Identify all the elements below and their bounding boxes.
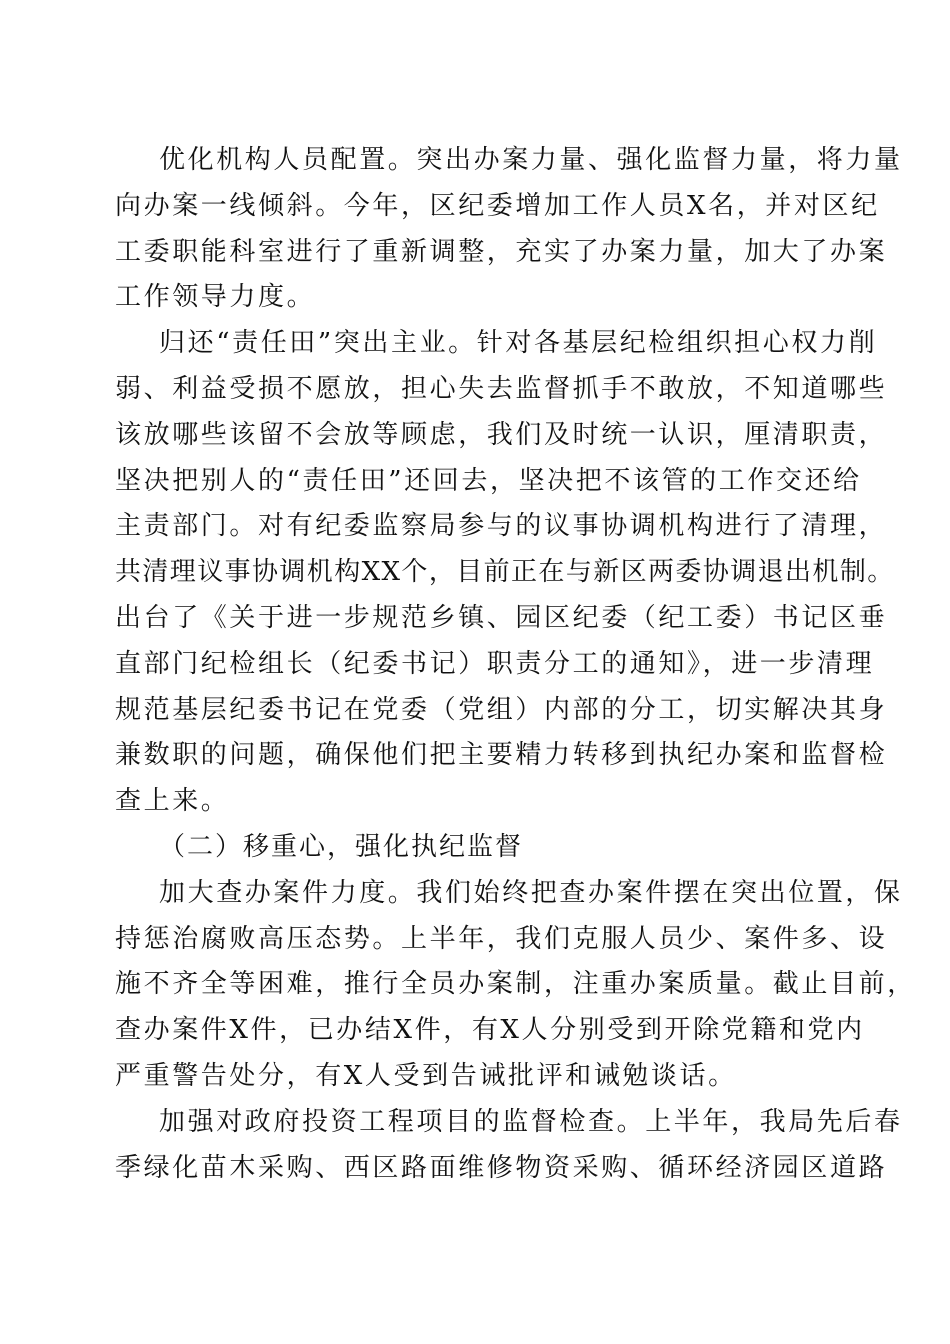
- paragraph-line: 加大查办案件力度。我们始终把查办案件摆在突出位置，保: [159, 877, 903, 908]
- paragraph-line: 严重警告处分，有X人受到告诫批评和诫勉谈话。: [115, 1060, 737, 1091]
- paragraph-line: 兼数职的问题，确保他们把主要精力转移到执纪办案和监督检: [115, 740, 888, 771]
- section-heading: （二）移重心，强化执纪监督: [159, 831, 524, 862]
- paragraph-line: 加强对政府投资工程项目的监督检查。上半年，我局先后春: [159, 1106, 903, 1137]
- paragraph-line: 弱、利益受损不愿放，担心失去监督抓手不敢放，不知道哪些: [115, 373, 888, 404]
- paragraph-line: 施不齐全等困难，推行全员办案制，注重办案质量。截止目前，: [115, 969, 916, 1000]
- paragraph-line: 坚决把别人的“责任田”还回去，坚决把不该管的工作交还给: [115, 465, 862, 496]
- paragraph-line: 归还“责任田”突出主业。针对各基层纪检组织担心权力削: [159, 328, 878, 359]
- paragraph-line: 持惩治腐败高压态势。上半年，我们克服人员少、案件多、设: [115, 923, 888, 954]
- paragraph-line: 工作领导力度。: [115, 282, 316, 313]
- paragraph-line: 直部门纪检组长（纪委书记）职责分工的通知》，进一步清理: [115, 648, 875, 679]
- paragraph-line: 查办案件X件，已办结X件，有X人分别受到开除党籍和党内: [115, 1015, 865, 1046]
- paragraph-line: 向办案一线倾斜。今年，区纪委增加工作人员X名，并对区纪: [115, 190, 880, 221]
- document-body: [115, 138, 916, 1191]
- paragraph-line: 该放哪些该留不会放等顾虑，我们及时统一认识，厘清职责，: [115, 419, 888, 450]
- paragraph-line: 工委职能科室进行了重新调整，充实了办案力量，加大了办案: [115, 236, 888, 267]
- paragraph-line: 优化机构人员配置。突出办案力量、强化监督力量，将力量: [159, 145, 903, 175]
- paragraph-line: 季绿化苗木采购、西区路面维修物资采购、循环经济园区道路: [115, 1152, 888, 1183]
- paragraph-line: 规范基层纪委书记在党委（党组）内部的分工，切实解决其身: [115, 694, 888, 725]
- paragraph-line: 查上来。: [115, 786, 230, 817]
- paragraph-line: 主责部门。对有纪委监察局参与的议事协调机构进行了清理，: [115, 511, 888, 542]
- paragraph-line: 共清理议事协调机构XX个，目前正在与新区两委协调退出机制。: [115, 557, 895, 588]
- paragraph-line: 出台了《关于进一步规范乡镇、园区纪委（纪工委）书记区垂: [115, 602, 888, 633]
